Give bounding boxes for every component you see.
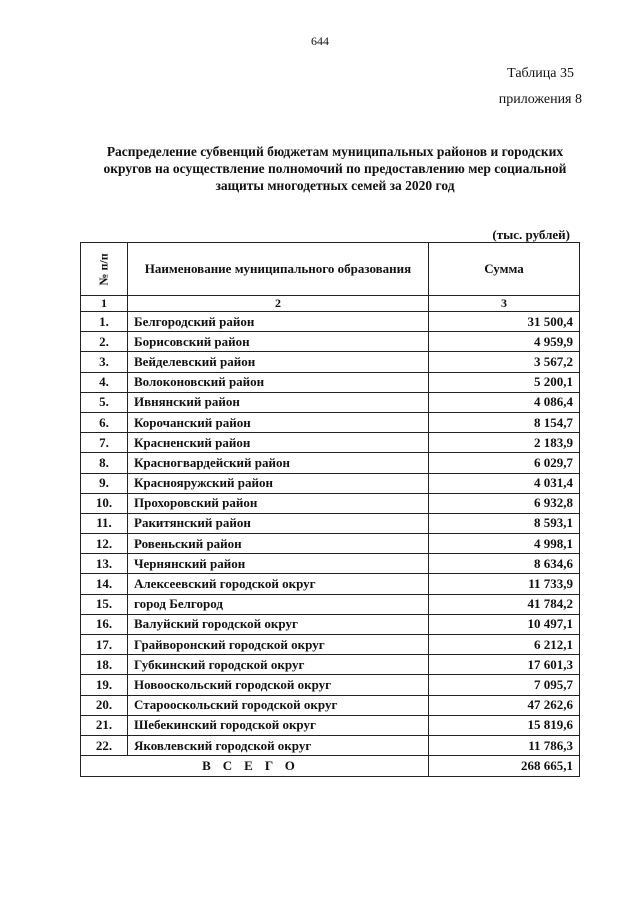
table-body xyxy=(81,312,580,756)
row-number: 4. xyxy=(81,372,128,392)
table-row xyxy=(81,695,580,715)
page-number: 644 xyxy=(311,34,329,48)
municipality-name: Ровеньский район xyxy=(128,534,429,554)
row-sum: 8 593,1 xyxy=(429,513,580,533)
row-number: 2. xyxy=(81,332,128,352)
row-sum: 15 819,6 xyxy=(429,715,580,735)
row-number: 16. xyxy=(81,614,128,634)
table-row xyxy=(81,675,580,695)
municipality-name: Старооскольский городской округ xyxy=(128,695,429,715)
row-number: 8. xyxy=(81,453,128,473)
table-row xyxy=(81,473,580,493)
municipality-name: Валуйский городской округ xyxy=(128,614,429,634)
total-label: ВСЕГО xyxy=(81,756,429,777)
document-title: Распределение субвенций бюджетам муниципальных районов и городских округов на осуществление полномочий по предоставлению мер социальной защиты многодетных семей за 2020 год xyxy=(103,144,567,193)
row-sum: 7 095,7 xyxy=(429,675,580,695)
column-index: 1 xyxy=(81,296,128,312)
row-number: 15. xyxy=(81,594,128,614)
header-sum: Сумма xyxy=(429,243,580,296)
table-row xyxy=(81,614,580,634)
table-row xyxy=(81,594,580,614)
row-sum: 2 183,9 xyxy=(429,433,580,453)
row-sum: 31 500,4 xyxy=(429,312,580,332)
row-sum: 4 959,9 xyxy=(429,332,580,352)
row-number: 1. xyxy=(81,312,128,332)
row-sum: 4 998,1 xyxy=(429,534,580,554)
row-number: 3. xyxy=(81,352,128,372)
row-sum: 4 031,4 xyxy=(429,473,580,493)
municipality-name: Волоконовский район xyxy=(128,372,429,392)
total-row xyxy=(81,756,580,777)
row-sum: 6 212,1 xyxy=(429,635,580,655)
row-number: 9. xyxy=(81,473,128,493)
municipality-name: Яковлевский городской округ xyxy=(128,735,429,755)
row-number: 17. xyxy=(81,635,128,655)
table-row xyxy=(81,372,580,392)
row-sum: 10 497,1 xyxy=(429,614,580,634)
table-row xyxy=(81,392,580,412)
row-number: 21. xyxy=(81,715,128,735)
table-row xyxy=(81,493,580,513)
row-sum: 8 154,7 xyxy=(429,412,580,432)
row-sum: 47 262,6 xyxy=(429,695,580,715)
municipality-name: Новооскольский городской округ xyxy=(128,675,429,695)
municipality-name: Вейделевский район xyxy=(128,352,429,372)
row-number: 12. xyxy=(81,534,128,554)
row-sum: 3 567,2 xyxy=(429,352,580,372)
column-index: 2 xyxy=(128,296,429,312)
row-sum: 11 786,3 xyxy=(429,735,580,755)
municipality-name: Грайворонский городской округ xyxy=(128,635,429,655)
table-row xyxy=(81,534,580,554)
row-number: 6. xyxy=(81,412,128,432)
row-number: 14. xyxy=(81,574,128,594)
total-sum: 268 665,1 xyxy=(429,756,580,777)
appendix-label: приложения 8 xyxy=(498,92,582,107)
municipality-name: Чернянский район xyxy=(128,554,429,574)
row-number: 18. xyxy=(81,655,128,675)
table-header-row xyxy=(81,243,580,296)
row-number: 20. xyxy=(81,695,128,715)
row-sum: 4 086,4 xyxy=(429,392,580,412)
header-num-label: № п/п xyxy=(96,253,111,286)
municipality-name: Ивнянский район xyxy=(128,392,429,412)
table-row xyxy=(81,412,580,432)
row-number: 10. xyxy=(81,493,128,513)
table-row xyxy=(81,312,580,332)
table-row xyxy=(81,352,580,372)
row-sum: 8 634,6 xyxy=(429,554,580,574)
row-number: 22. xyxy=(81,735,128,755)
table-row xyxy=(81,655,580,675)
municipality-name: Белгородский район xyxy=(128,312,429,332)
table-row xyxy=(81,453,580,473)
column-index-row xyxy=(81,296,580,312)
table-label: Таблица 35 xyxy=(507,66,574,81)
row-sum: 11 733,9 xyxy=(429,574,580,594)
row-sum: 41 784,2 xyxy=(429,594,580,614)
header-name: Наименование муниципального образования xyxy=(128,243,429,296)
municipality-name: Алексеевский городской округ xyxy=(128,574,429,594)
municipality-name: Краснояружский район xyxy=(128,473,429,493)
table-row xyxy=(81,635,580,655)
header-num xyxy=(81,243,128,296)
row-number: 13. xyxy=(81,554,128,574)
subsidy-table xyxy=(80,242,580,777)
municipality-name: город Белгород xyxy=(128,594,429,614)
row-number: 7. xyxy=(81,433,128,453)
municipality-name: Корочанский район xyxy=(128,412,429,432)
municipality-name: Ракитянский район xyxy=(128,513,429,533)
municipality-name: Прохоровский район xyxy=(128,493,429,513)
units-label: (тыс. рублей) xyxy=(492,227,570,242)
row-sum: 5 200,1 xyxy=(429,372,580,392)
table-row xyxy=(81,332,580,352)
table-row xyxy=(81,715,580,735)
municipality-name: Красногвардейский район xyxy=(128,453,429,473)
table-row xyxy=(81,513,580,533)
table-row xyxy=(81,433,580,453)
municipality-name: Красненский район xyxy=(128,433,429,453)
row-sum: 6 932,8 xyxy=(429,493,580,513)
table-row xyxy=(81,554,580,574)
row-number: 19. xyxy=(81,675,128,695)
column-index: 3 xyxy=(429,296,580,312)
table-row xyxy=(81,574,580,594)
row-number: 11. xyxy=(81,513,128,533)
municipality-name: Борисовский район xyxy=(128,332,429,352)
row-number: 5. xyxy=(81,392,128,412)
table-row xyxy=(81,735,580,755)
row-sum: 17 601,3 xyxy=(429,655,580,675)
municipality-name: Губкинский городской округ xyxy=(128,655,429,675)
row-sum: 6 029,7 xyxy=(429,453,580,473)
municipality-name: Шебекинский городской округ xyxy=(128,715,429,735)
